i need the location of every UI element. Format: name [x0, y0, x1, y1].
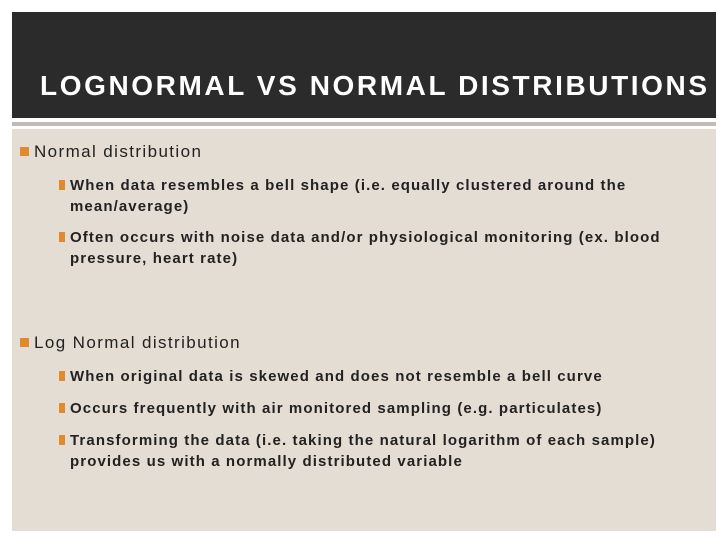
list-item-text: When data resembles a bell shape (i.e. equally clustered around the mean/average) — [70, 177, 627, 215]
list-item — [70, 227, 690, 269]
square-bullet-icon — [59, 180, 65, 190]
content-area — [12, 129, 716, 531]
list-item-text: Often occurs with noise data and/or physiological monitoring (ex. blood pressure, heart rate) — [70, 229, 661, 267]
section-heading-lognormal — [34, 332, 241, 354]
list-item-text: When original data is skewed and does not resemble a bell curve — [70, 368, 603, 385]
slide-title: LOGNORMAL VS NORMAL DISTRIBUTIONS — [40, 70, 710, 101]
square-bullet-icon — [59, 232, 65, 242]
square-bullet-icon — [20, 338, 29, 347]
square-bullet-icon — [20, 147, 29, 156]
list-item — [70, 366, 690, 387]
title-bar — [12, 12, 716, 118]
title-divider — [12, 122, 716, 126]
square-bullet-icon — [59, 403, 65, 413]
section-heading-normal — [34, 141, 202, 163]
list-item — [70, 430, 690, 472]
list-item-text: Occurs frequently with air monitored sampling (e.g. particulates) — [70, 400, 603, 417]
section-heading-text: Log Normal distribution — [34, 333, 242, 352]
square-bullet-icon — [59, 371, 65, 381]
list-item — [70, 398, 690, 419]
list-item — [70, 175, 690, 217]
square-bullet-icon — [59, 435, 65, 445]
list-item-text: Transforming the data (i.e. taking the natural logarithm of each sample) provides us with a normally distributed variable — [70, 432, 656, 470]
section-heading-text: Normal distribution — [34, 142, 203, 161]
